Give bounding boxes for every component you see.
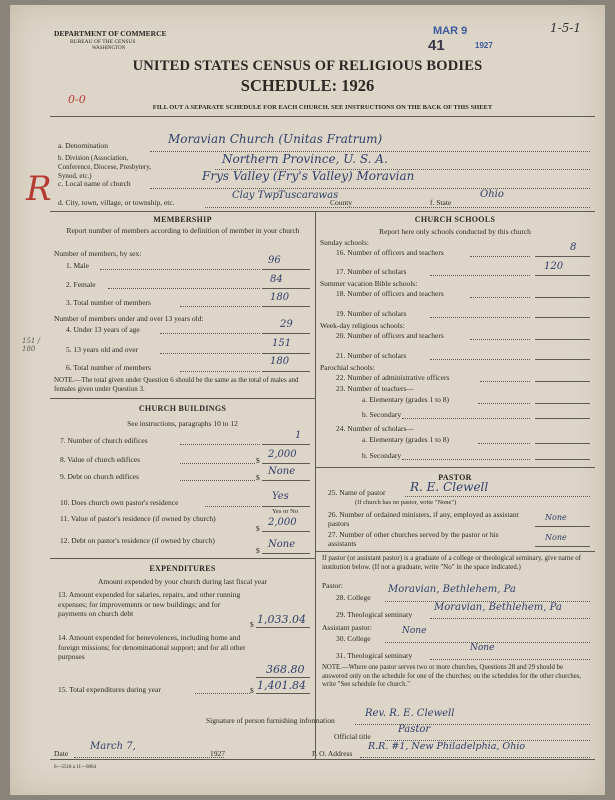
q16-value: 8 (570, 242, 577, 253)
q9-value: None (268, 466, 296, 477)
q30-label: 30. College (336, 634, 371, 643)
q10-label: 10. Does church own pastor's residence (60, 498, 179, 507)
local-name-label: c. Local name of church (58, 179, 131, 188)
parochial-label: Parochial schools: (320, 363, 375, 372)
buildings-title: CHURCH BUILDINGS (138, 404, 227, 413)
weekday-label: Week-day religious schools: (320, 321, 405, 330)
date-value: March 7, (90, 741, 136, 752)
q15-value: 1,401.84 (257, 679, 306, 692)
city-label: d. City, town, village, or township, etc. (58, 198, 175, 207)
date-label: Date (54, 749, 69, 758)
q18-label: 18. Number of officers and teachers (336, 289, 444, 298)
q28-value: Moravian, Bethlehem, Pa (388, 584, 516, 595)
pastor-title: PASTOR (438, 473, 472, 482)
address-value: R.R. #1, New Philadelphia, Ohio (368, 741, 526, 752)
address-label: P. O. Address (312, 749, 353, 758)
graduate-note: If pastor (or assistant pastor) is a graduate of a college or theological seminary, give name of institution below. (If not a graduate, write "No" in the space indicated.) (322, 554, 582, 571)
city-value: Clay Twp. (232, 190, 283, 201)
q23-label: 23. Number of teachers— (336, 384, 414, 393)
q3-label: 3. Total number of members (66, 298, 151, 307)
q10-hint: Yes or No (272, 508, 299, 515)
schedule-title: SCHEDULE: 1926 (240, 76, 375, 95)
q13-label: 13. Amount expended for salaries, repairs, and other running expenses; for improvements or new buildings; and for payments on church debt (58, 590, 241, 618)
q29-label: 29. Theological seminary (336, 610, 413, 619)
pastor-subhead: Pastor: (322, 581, 343, 590)
q30-value: None (402, 626, 427, 636)
membership-margin-note: 151 / 180 (22, 337, 40, 353)
q12-dollar-sign: $ (256, 546, 260, 555)
q7-value: 1 (295, 430, 302, 441)
q11-value: 2,000 (268, 517, 297, 528)
q5-label: 5. 13 years old and over (66, 345, 139, 354)
q25-value: R. E. Clewell (410, 480, 489, 494)
buildings-subtitle: See instructions, paragraphs 10 to 12 (127, 419, 238, 428)
q7-label: 7. Number of church edifices (60, 436, 148, 445)
received-stamp-year: 1927 (475, 41, 493, 50)
schools-intro: Report here only schools conducted by this church (379, 227, 531, 236)
q13-value: 1,033.04 (257, 613, 306, 626)
schedule-number: 41 (428, 37, 445, 54)
department-name: DEPARTMENT OF COMMERCE (54, 29, 167, 38)
q15-label: 15. Total expenditures during year (58, 685, 161, 694)
denomination-label: a. Denomination (58, 141, 108, 150)
q17-label: 17. Number of scholars (336, 267, 407, 276)
q12-label: 12. Debt on pastor's residence (if owned by church) (60, 536, 215, 545)
q27-label: 27. Number of other churches served by the pastor or his assistants (328, 530, 499, 548)
state-value: Ohio (480, 189, 504, 200)
q12-value: None (268, 539, 296, 550)
q25-hint: (If church has no pastor, write "None") (355, 499, 457, 506)
red-letter-mark: R (26, 169, 52, 209)
q17-value: 120 (544, 261, 564, 272)
q14-value: 368.80 (266, 663, 305, 676)
form-title: UNITED STATES CENSUS OF RELIGIOUS BODIES (132, 58, 483, 74)
q11-dollar-sign: $ (256, 524, 260, 533)
q31-value: None (470, 643, 495, 653)
q5-value: 151 (272, 338, 292, 349)
division-label: b. Division (Association, Conference, Diocese, Presbytery, Synod, etc.) (58, 154, 152, 180)
q6-value: 180 (270, 356, 290, 367)
q23a-label: a. Elementary (grades 1 to 8) (362, 395, 450, 404)
corner-note: 1-5-1 (550, 21, 582, 35)
year-value: 1927 (210, 749, 225, 758)
q22-label: 22. Number of administrative officers (336, 373, 450, 382)
denomination-value: Moravian Church (Unitas Fratrum) (168, 132, 383, 146)
q3-value: 180 (270, 292, 290, 303)
q4-value: 29 (280, 319, 293, 330)
county-label: County (330, 198, 353, 207)
q26-value: None (545, 513, 567, 522)
q24-label: 24. Number of scholars— (336, 424, 414, 433)
q8-label: 8. Value of church edifices (60, 455, 141, 464)
red-code-mark: 0-0 (68, 93, 86, 106)
q1-label: 1. Male (66, 261, 89, 270)
q2-label: 2. Female (66, 280, 96, 289)
q29-value: Moravian, Bethlehem, Pa (434, 602, 562, 613)
q2-value: 84 (270, 274, 283, 285)
q8-dollar-sign: $ (256, 456, 260, 465)
q26-label: 26. Number of ordained ministers, if any, employed as assistant pastors (328, 510, 519, 528)
header-divider (50, 116, 595, 117)
assistant-subhead: Assistant pastor: (322, 623, 372, 632)
county-value: Tuscarawas (278, 190, 339, 201)
q31-label: 31. Theological seminary (336, 651, 413, 660)
census-schedule-sheet (10, 5, 605, 795)
membership-title: MEMBERSHIP (153, 215, 212, 224)
state-label: f. State (430, 198, 452, 207)
q4-label: 4. Under 13 years of age (66, 325, 140, 334)
received-stamp-date: MAR 9 (433, 25, 468, 37)
q27-value: None (545, 533, 567, 542)
q19-label: 19. Number of scholars (336, 309, 407, 318)
official-title-value: Pastor (398, 724, 431, 735)
city-name: WASHINGTON (92, 46, 126, 51)
schools-title: CHURCH SCHOOLS (414, 215, 496, 224)
q11-label: 11. Value of pastor's residence (if owned by church) (60, 514, 216, 523)
signature-value: Rev. R. E. Clewell (365, 708, 455, 719)
q9-dollar-sign: $ (256, 473, 260, 482)
q24a-label: a. Elementary (grades 1 to 8) (362, 435, 450, 444)
local-name-value: Frys Valley (Fry's Valley) Moravian (202, 169, 415, 183)
expenditures-subtitle: Amount expended by your church during last fiscal year (97, 577, 268, 586)
sunday-label: Sunday schools: (320, 238, 369, 247)
summer-label: Summer vacation Bible schools: (320, 279, 418, 288)
q16-label: 16. Number of officers and teachers (336, 248, 444, 257)
by-sex-label: Number of members, by sex: (54, 249, 142, 258)
division-value: Northern Province, U. S. A. (222, 152, 388, 166)
q1-value: 96 (268, 255, 281, 266)
q20-label: 20. Number of officers and teachers (336, 331, 444, 340)
general-instruction: FILL OUT A SEPARATE SCHEDULE FOR EACH CHURCH. SEE INSTRUCTIONS ON THE BACK OF THIS SHEET (152, 104, 493, 111)
q13-dollar-sign: $ (250, 620, 254, 629)
q25-label: 25. Name of pastor (328, 488, 386, 497)
q14-label: 14. Amount expended for benevolences, including home and foreign missions; for denominational support; and for all other purposes (58, 633, 246, 661)
q15-dollar-sign: $ (250, 686, 254, 695)
official-title-label: Official title (334, 732, 371, 741)
q24b-label: b. Secondary (362, 451, 402, 460)
q23b-label: b. Secondary (362, 410, 402, 419)
membership-note: NOTE.—The total given under Question 6 should be the same as the total of males and females given under Question 3. (54, 376, 299, 393)
q6-label: 6. Total number of members (66, 363, 151, 372)
signature-label: Signature of person furnishing information (206, 716, 335, 725)
bureau-name: BUREAU OF THE CENSUS (70, 39, 136, 45)
q9-label: 9. Debt on church edifices (60, 472, 139, 481)
q28-label: 28. College (336, 593, 371, 602)
q21-label: 21. Number of scholars (336, 351, 407, 360)
q10-value: Yes (272, 491, 289, 502)
q8-value: 2,000 (268, 449, 297, 460)
membership-intro: Report number of members according to definition of member in your church (66, 226, 300, 235)
age-label: Number of members under and over 13 years old: (54, 314, 204, 323)
expenditures-title: EXPENDITURES (149, 564, 216, 573)
pastor-note: NOTE.—Where one pastor serves two or more churches, Questions 28 and 29 should be answered only on the schedule for one of the churches; on the schedules for the other churches, write "See schedule for church." (322, 664, 582, 688)
form-number: 6—5518 a 11—6064 (54, 765, 97, 770)
